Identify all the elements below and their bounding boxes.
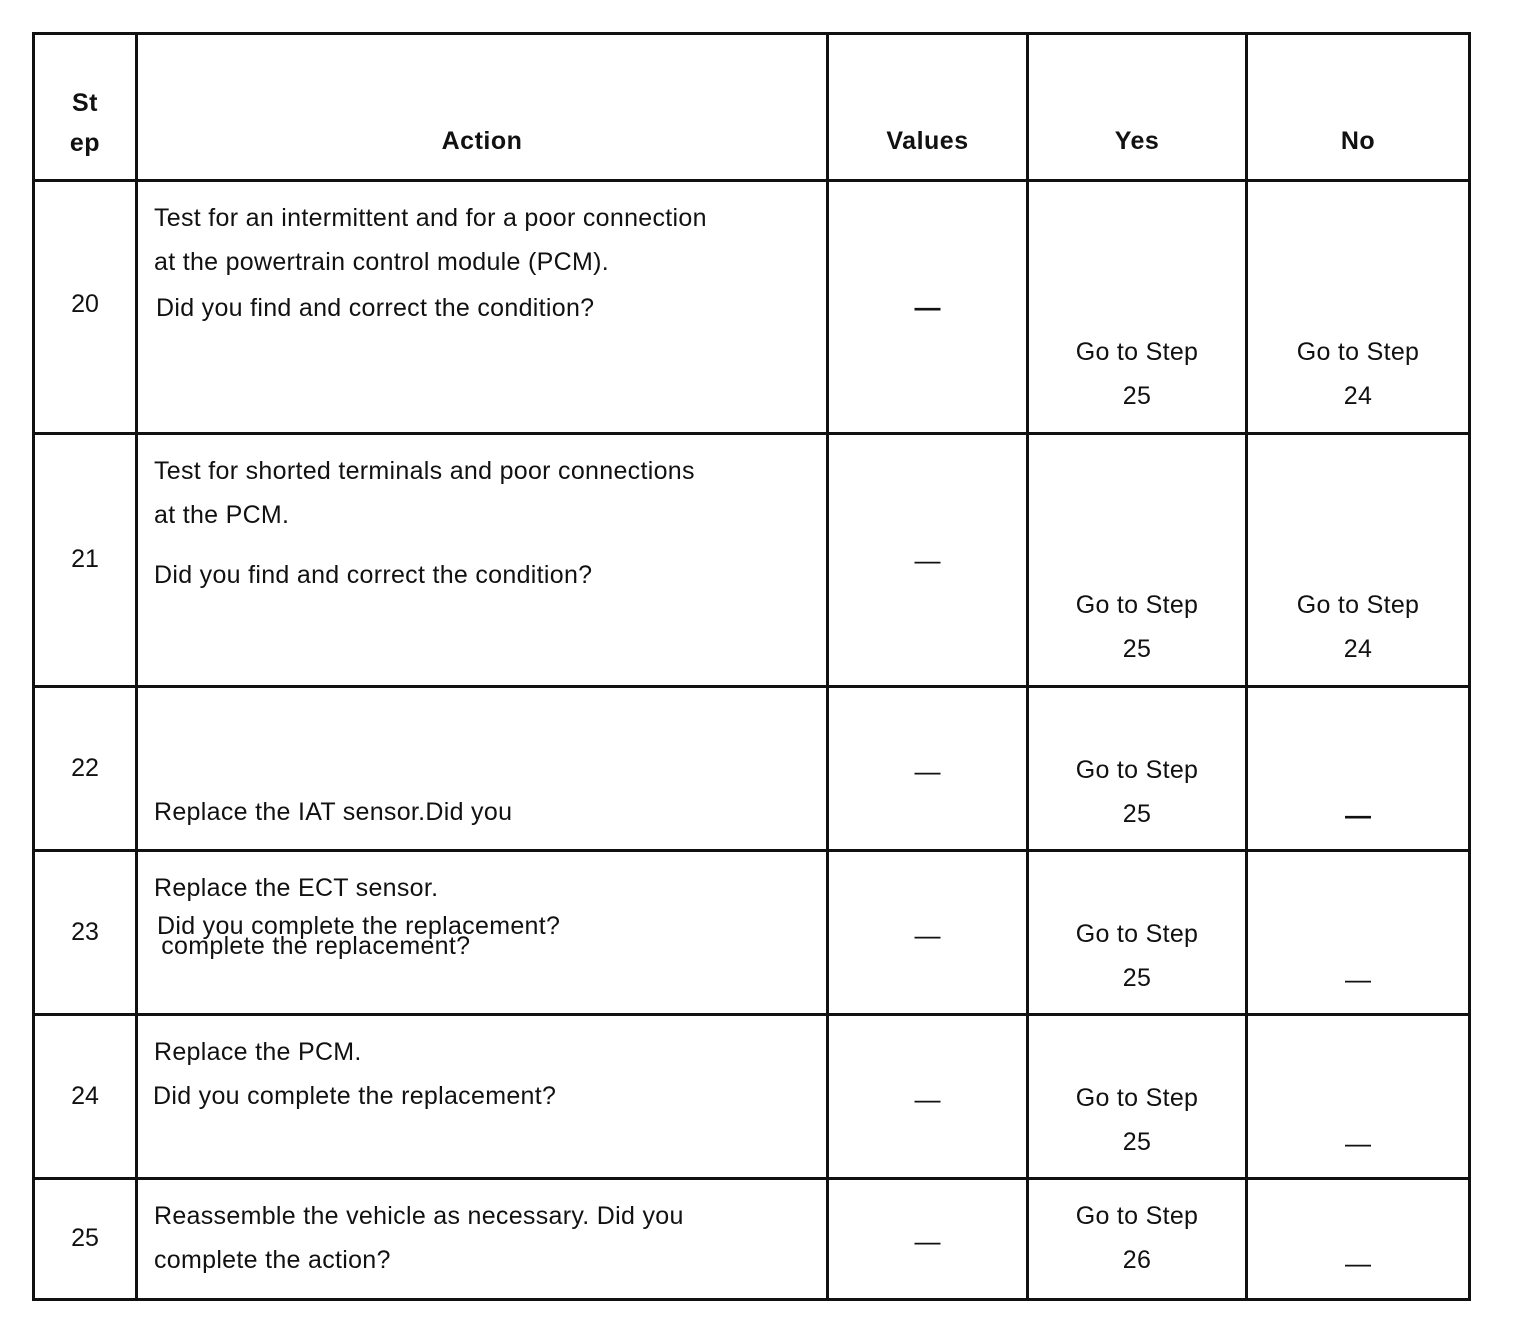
no-dash: — (1345, 1128, 1371, 1158)
header-step-line-1: St (72, 89, 98, 117)
yes-cell (1028, 1179, 1247, 1300)
goto-step-number: 24 (1343, 635, 1373, 663)
header-step-line-2: ep (69, 129, 101, 157)
no-cell (1247, 1179, 1470, 1300)
no-goto (1248, 583, 1468, 671)
step-cell (34, 687, 137, 851)
action-line: Reassemble the vehicle as necessary. Did you (154, 1202, 684, 1230)
action-line: Did you find and correct the condition? (156, 294, 595, 322)
diagnostic-table-page (32, 32, 1468, 1298)
action-line: Test for an intermittent and for a poor connection (154, 204, 707, 232)
yes-cell (1028, 181, 1247, 434)
no-dash: — (1345, 964, 1371, 994)
header-step (34, 34, 137, 181)
yes-cell (1028, 434, 1247, 687)
action-line: Did you complete the replacement? (157, 912, 561, 940)
goto-label: Go to Step (1296, 338, 1420, 366)
goto-step-number: 25 (1122, 964, 1152, 992)
yes-goto (1029, 748, 1245, 836)
goto-step-number: 25 (1122, 382, 1152, 410)
diagnostic-table (32, 32, 1471, 1301)
step-number: 24 (71, 1082, 99, 1110)
action-text (154, 866, 560, 948)
values-cell (828, 1015, 1028, 1179)
table-row (34, 1015, 1470, 1179)
table-row (34, 434, 1470, 687)
values-cell (828, 434, 1028, 687)
step-cell (34, 1179, 137, 1300)
action-line: complete the replacement? (154, 932, 471, 960)
header-yes: Yes (1028, 34, 1247, 181)
goto-step-number: 25 (1122, 800, 1152, 828)
action-cell (137, 1015, 828, 1179)
step-number: 21 (71, 545, 99, 573)
header-no: No (1247, 34, 1470, 181)
goto-label: Go to Step (1075, 1202, 1199, 1230)
table-row (34, 687, 1470, 851)
no-goto (1248, 330, 1468, 418)
action-text (154, 196, 707, 330)
values-dash: — (914, 545, 941, 575)
goto-step-number: 24 (1343, 382, 1373, 410)
step-cell (34, 1015, 137, 1179)
no-dash: — (1345, 800, 1371, 830)
yes-goto (1029, 1076, 1245, 1164)
step-number: 22 (71, 754, 99, 782)
values-dash: — (914, 920, 941, 950)
table-row (34, 1179, 1470, 1300)
values-cell (828, 1179, 1028, 1300)
action-text (154, 449, 695, 597)
yes-goto (1029, 583, 1245, 671)
no-cell (1247, 434, 1470, 687)
step-cell (34, 434, 137, 687)
goto-label: Go to Step (1296, 591, 1420, 619)
action-cell (137, 1179, 828, 1300)
values-cell (828, 687, 1028, 851)
action-cell (137, 851, 828, 1015)
no-cell (1247, 851, 1470, 1015)
table-row (34, 851, 1470, 1015)
table-header-row (34, 34, 1470, 181)
values-dash: — (914, 1226, 941, 1256)
action-cell (137, 181, 828, 434)
values-dash: — (914, 292, 941, 322)
values-cell (828, 181, 1028, 434)
action-line: Test for shorted terminals and poor connections (154, 457, 695, 485)
goto-step-number: 26 (1122, 1246, 1152, 1274)
goto-step-number: 25 (1122, 635, 1152, 663)
action-line: at the powertrain control module (PCM). (154, 248, 609, 276)
goto-label: Go to Step (1075, 1084, 1199, 1112)
action-line: Did you find and correct the condition? (154, 561, 593, 589)
values-cell (828, 851, 1028, 1015)
no-cell (1247, 687, 1470, 851)
header-values: Values (828, 34, 1028, 181)
goto-label: Go to Step (1075, 591, 1199, 619)
yes-goto (1029, 1194, 1245, 1282)
action-text (154, 1030, 556, 1118)
no-cell (1247, 181, 1470, 434)
goto-step-number: 25 (1122, 1128, 1152, 1156)
goto-label: Go to Step (1075, 338, 1199, 366)
action-text (154, 1194, 684, 1282)
step-cell (34, 851, 137, 1015)
step-number: 25 (71, 1224, 99, 1252)
yes-goto (1029, 912, 1245, 1000)
yes-cell (1028, 687, 1247, 851)
action-line: Replace the IAT sensor.Did you (154, 798, 513, 826)
action-line: Replace the PCM. (154, 1038, 362, 1066)
table-row (34, 181, 1470, 434)
action-line: complete the action? (154, 1246, 391, 1274)
action-line: Replace the ECT sensor. (154, 874, 439, 902)
header-action: Action (137, 34, 828, 181)
no-dash: — (1345, 1248, 1371, 1278)
yes-cell (1028, 851, 1247, 1015)
action-line: at the PCM. (154, 501, 290, 529)
no-cell (1247, 1015, 1470, 1179)
step-cell (34, 181, 137, 434)
step-number: 23 (71, 918, 99, 946)
action-cell (137, 434, 828, 687)
values-dash: — (914, 1084, 941, 1114)
goto-label: Go to Step (1075, 920, 1199, 948)
yes-goto (1029, 330, 1245, 418)
step-number: 20 (71, 290, 99, 318)
action-line: Did you complete the replacement? (153, 1082, 557, 1110)
yes-cell (1028, 1015, 1247, 1179)
goto-label: Go to Step (1075, 756, 1199, 784)
values-dash: — (914, 756, 941, 786)
